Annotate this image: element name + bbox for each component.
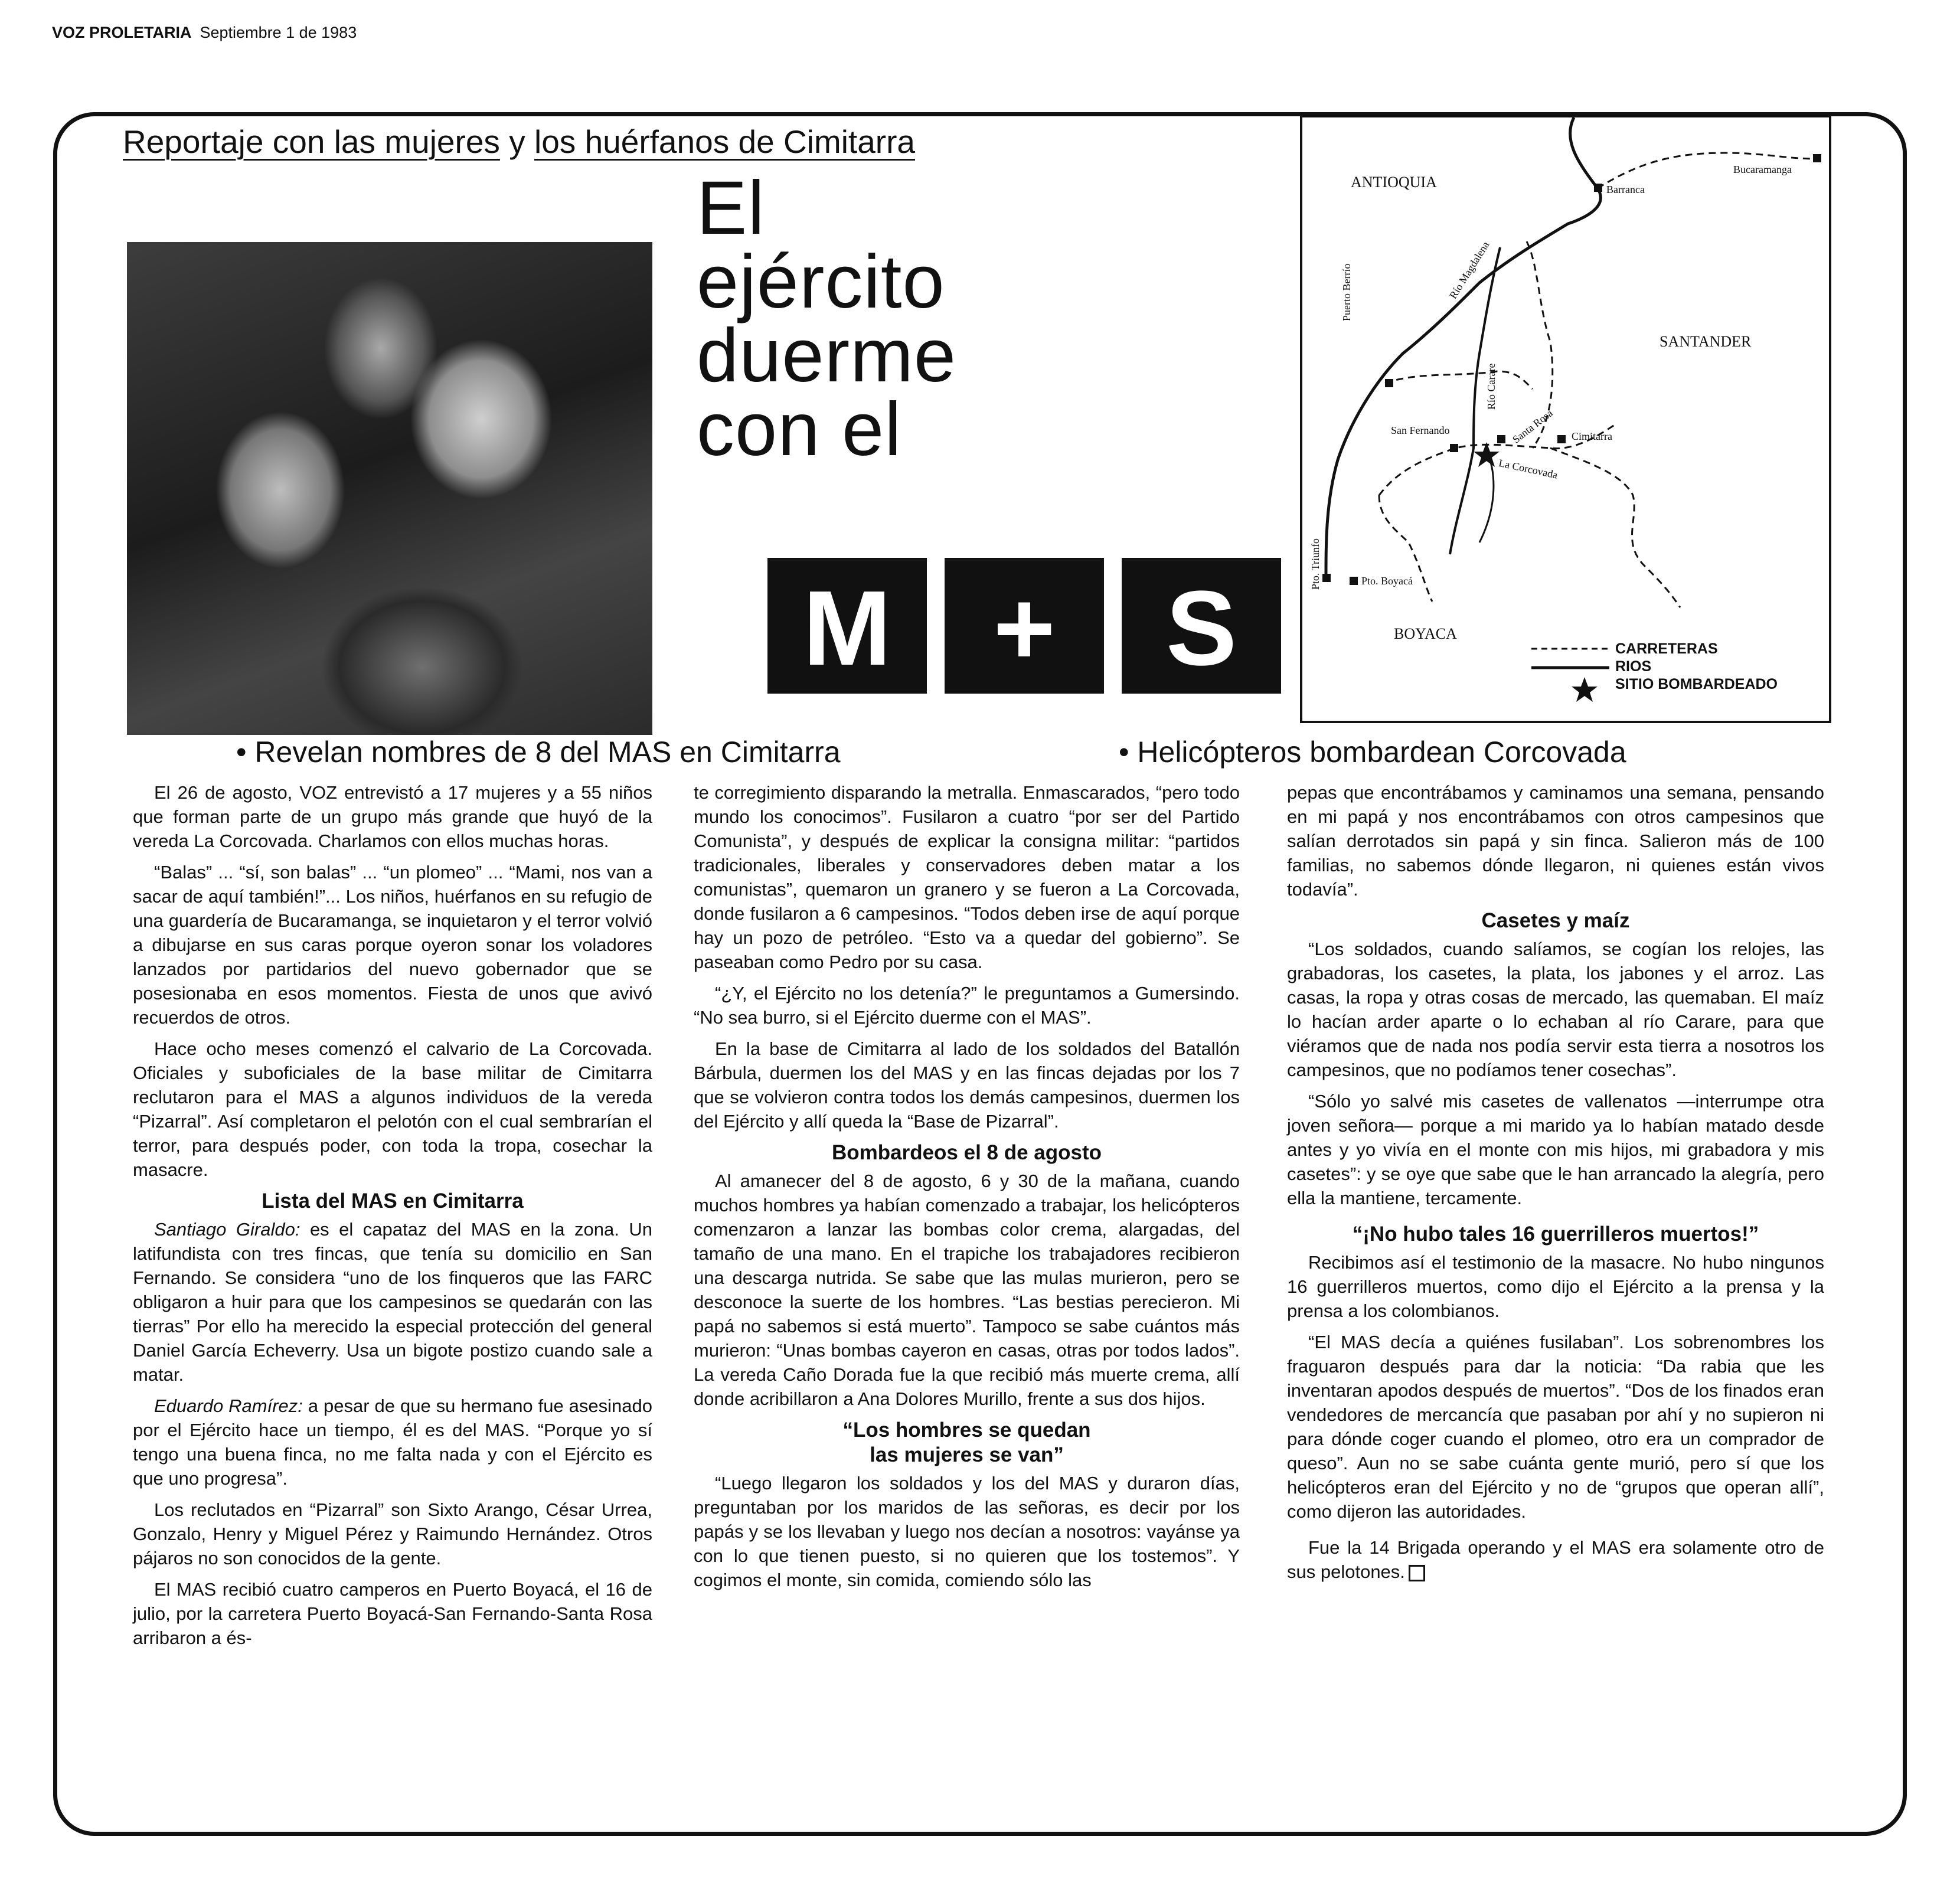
c2-paragraph: Al amanecer del 8 de agosto, 6 y 30 de la mañana, cuando muchos hombres ya habían comenzado a trabajar, los helicópteros comenzaron a lanzar las bombas color crema, alargadas, del tamaño de una mano. En el trapiche los trabajadores recibieron una descarga nutrida. Se sabe que las mulas murieron, pero se desconoce la suerte de los hombres. “Las bestias perecieron. Mi papá no sabemos si está muerto”. Tampoco se sabe cuántos más murieron: “Unas bombas cayeron en casas, otras por todos lados”. La vereda Caño Dorada fue la que recibió más muerte crema, allí donde acribillaron a Ana Dolores Murillo, frente a sus dos hijos. (694, 1171, 1240, 1409)
map-label-la-corcovada: La Corcovada (1497, 457, 1559, 481)
headline-line-1: El (697, 166, 765, 250)
c1-paragraph: El 26 de agosto, VOZ entrevistó a 17 mujeres y a 55 niños que forman parte de un grupo más grande que huyó de la vereda La Corcovada. Charlamos con ellos muchas horas. (133, 782, 652, 851)
c1-paragraph: Los reclutados en “Pizarral” son Sixto Arango, César Urrea, Gonzalo, Henry y Miguel Pérez y Raimundo Hernández. Otros pájaros no son conocidos de la gente. (133, 1499, 652, 1568)
legend-rios: RIOS (1615, 658, 1652, 675)
map-label-barranca: Barranca (1606, 184, 1645, 195)
column-2 (694, 780, 1240, 1599)
map-label-pto-boyaca: Pto. Boyacá (1361, 575, 1413, 587)
c3-paragraph: Fue la 14 Brigada operando y el MAS era solamente otro de sus pelotones. (1287, 1537, 1824, 1582)
name-eduardo-ramirez: Eduardo Ramírez: (154, 1395, 303, 1416)
c2-paragraph: te corregimiento disparando la metralla. Enmascarados, “pero todo mundo los conocimos”. Fusilaron a cuatro “por ser del Partido Comunista”, y después de explicar la consigna militar: “partidos tradicionales, liberales y conservadores deben matar a los comunistas”, quemaron un granero y se fueron a La Corcovada, donde fusilaron a 6 campesinos. “Todos deben irse de aquí porque hay un pozo de petróleo. “Esto va a quedar del gobierno”. Se paseaban como Pedro por su casa. (694, 782, 1240, 972)
map-label-santa-rosa: Santa Rosa (1510, 407, 1555, 446)
headline-line-2: ejército (697, 240, 945, 324)
kicker (123, 123, 915, 161)
map-label-antioquia: ANTIOQUIA (1351, 174, 1437, 191)
column-3 (1287, 780, 1824, 1591)
legend-sitio-bombardeado: SITIO BOMBARDEADO (1615, 676, 1778, 692)
map-label-bucaramanga: Bucaramanga (1733, 164, 1792, 175)
c1-paragraph: Hace ocho meses comenzó el calvario de La Corcovada. Oficiales y suboficiales de la base militar de Cimitarra reclutaron para el MAS a algunos individuos de la vereda “Pizarral”. Así completaron el pelotón con el cual sembrarían el terror, para después poder, con toda la tropa, cosechar la masacre. (133, 1038, 652, 1180)
c3-paragraph: “Los soldados, cuando salíamos, se cogían los relojes, las grabadoras, los casetes, la plata, los jabones y el arroz. Las casas, la ropa y otras cosas de mercado, las quemaban. El maíz lo hacían arder aparte o lo echaban al río Carare, para que viéramos que de nada nos podía servir esta tierra a nosotros los campesinos, que no podíamos tener cosechas”. (1287, 939, 1824, 1080)
c1-subhead-lista: Lista del MAS en Cimitarra (262, 1189, 524, 1213)
deck-2: • Helicópteros bombardean Corcovada (1119, 736, 1626, 769)
map-label-pto-triunfo: Pto. Triunfo (1309, 538, 1321, 590)
name-santiago-giraldo: Santiago Giraldo: (154, 1219, 300, 1240)
c2-paragraph: En la base de Cimitarra al lado de los soldados del Batallón Bárbula, duermen los del MAS y en las fincas dejadas por los 7 que se volvieron contra todos los demás campesinos, duermen los del Ejército y allí queda la “Base de Pizarral”. (694, 1038, 1240, 1132)
region-map (1300, 115, 1831, 723)
c2-subhead-bombardeos: Bombardeos el 8 de agosto (831, 1141, 1102, 1164)
c3-paragraph: Recibimos así el testimonio de la masacre. No hubo ningunos 16 guerrilleros muertos, como dijo el Ejército a la prensa y la prensa a los colombianos. (1287, 1252, 1824, 1321)
map-label-san-fernando: San Fernando (1391, 424, 1450, 436)
mas-letter-s: S (1122, 558, 1281, 694)
c2-paragraph: “¿Y, el Ejército no los detenía?” le preguntamos a Gumersindo. “No sea burro, si el Ejército duerme con el MAS”. (694, 983, 1240, 1028)
c1-paragraph: “Balas” ... “sí, son balas” ... “un plomeo” ... “Mami, nos van a sacar de aquí también!”... Los niños, huérfanos en su refugio de una guardería de Bucaramanga, se inquietaron y el terror volvió a dibujarse en sus caras porque oyeron sonar los voladores lanzados por partidarios del nuevo gobernador que se posesionaba en esos momentos. Fiesta de unos que avivó recuerdos de otros. (133, 862, 652, 1028)
kicker-part-2: los huérfanos de Cimitarra (534, 123, 915, 160)
photo-women-children (127, 242, 652, 735)
c2-subhead-hombres-1: “Los hombres se quedan (842, 1419, 1091, 1442)
c1-paragraph: Santiago Giraldo: es el capataz del MAS en la zona. Un latifundista con tres fincas, que tenía su domicilio en San Fernando. Se considera “uno de los finqueros que las FARC obligaron a huir para que los campesinos se quedarán con las tierras” Por ello ha merecido la especial protección del general Daniel García Echeverry. Usa un bigote postizo cuando sale a matar. (133, 1219, 653, 1385)
c3-paragraph: “El MAS decía a quiénes fusilaban”. Los sobrenombres los fraguaron después para dar la noticia: “Da rabia que les inventaran apodos después de muertos”. “Dos de los finados eran vendedores de mercancía que pasaban por ahí y no supieron ni para dónde coger cuando el plomeo, otro era un comprador de queso”. Aun no se sabe cuánta gente murió, pero sí que los helicópteros eran del Ejército y no de “grupos que operan allí”, como dijeron las autoridades. (1287, 1332, 1824, 1522)
issue-date: Septiembre 1 de 1983 (200, 24, 357, 41)
headline (697, 166, 956, 472)
c3-subhead-casetes: Casetes y maíz (1481, 909, 1630, 932)
map-label-rio-carare: Río Carare (1485, 363, 1497, 410)
column-1 (133, 780, 652, 1657)
mas-letter-cross: + (945, 558, 1104, 694)
map-label-boyaca: BOYACA (1394, 625, 1457, 642)
end-mark (1409, 1565, 1425, 1581)
c2-subhead-hombres-2: las mujeres se van” (870, 1443, 1064, 1466)
headline-line-3: duerme (697, 313, 956, 398)
map-lines (1302, 117, 1834, 725)
c1-paragraph: El MAS recibió cuatro camperos en Puerto Boyacá, el 16 de julio, por la carretera Puerto Boyacá-San Fernando-Santa Rosa arribaron a és- (133, 1579, 652, 1648)
newspaper-name: VOZ PROLETARIA (52, 24, 192, 41)
map-label-puerto-berrio: Puerto Berrío (1341, 263, 1353, 321)
c2-paragraph: “Luego llegaron los soldados y los del MAS y duraron días, preguntaban por los maridos de las señoras, es decir por los papás y se los llevaban y luego nos decían a nosotros: vayánse ya con lo que tienen puesto, si no quieren que los tostemos”. Y cogimos el monte, sin comida, comiendo sólo las (694, 1473, 1240, 1590)
map-label-cimitarra: Cimitarra (1572, 430, 1612, 442)
map-label-rio-magdalena: Río Magdalena (1447, 239, 1492, 301)
mas-letter-m: M (767, 558, 927, 694)
headline-line-4: con el (697, 387, 902, 472)
c3-paragraph: pepas que encontrábamos y caminamos una semana, pensando en mi papá y nos encontrábamos con otros campesinos que salían derrotados sin papá y sin finca. Salieron más de 100 familias, no sabemos dónde llegaron, ni quienes están vivos todavía”. (1287, 782, 1824, 900)
masthead (52, 24, 357, 42)
c3-subhead-guerrilleros: “¡No hubo tales 16 guerrilleros muertos!” (1352, 1223, 1759, 1246)
c1-paragraph: Eduardo Ramírez: a pesar de que su hermano fue asesinado por el Ejército hace un tiempo, él es del MAS. “Porque yo sí tengo una buena finca, no me falta nada y con el Ejército es que uno progresa”. (133, 1395, 652, 1489)
kicker-joiner: y (499, 123, 534, 160)
c3-paragraph: “Sólo yo salvé mis casetes de vallenatos —interrumpe otra joven señora— porque a mi marido ya lo habían matado desde antes y yo vivía en el monte con mis hijos, mi grabadora y mis casetes”: y se oye que sabe que le han arrancado la alegría, pero ella la mantiene, tercamente. (1287, 1091, 1824, 1208)
map-label-santander: SANTANDER (1660, 333, 1752, 350)
legend-carreteras: CARRETERAS (1615, 640, 1718, 657)
kicker-part-1: Reportaje con las mujeres (123, 123, 500, 160)
deck-1: • Revelan nombres de 8 del MAS en Cimitarra (236, 736, 841, 769)
